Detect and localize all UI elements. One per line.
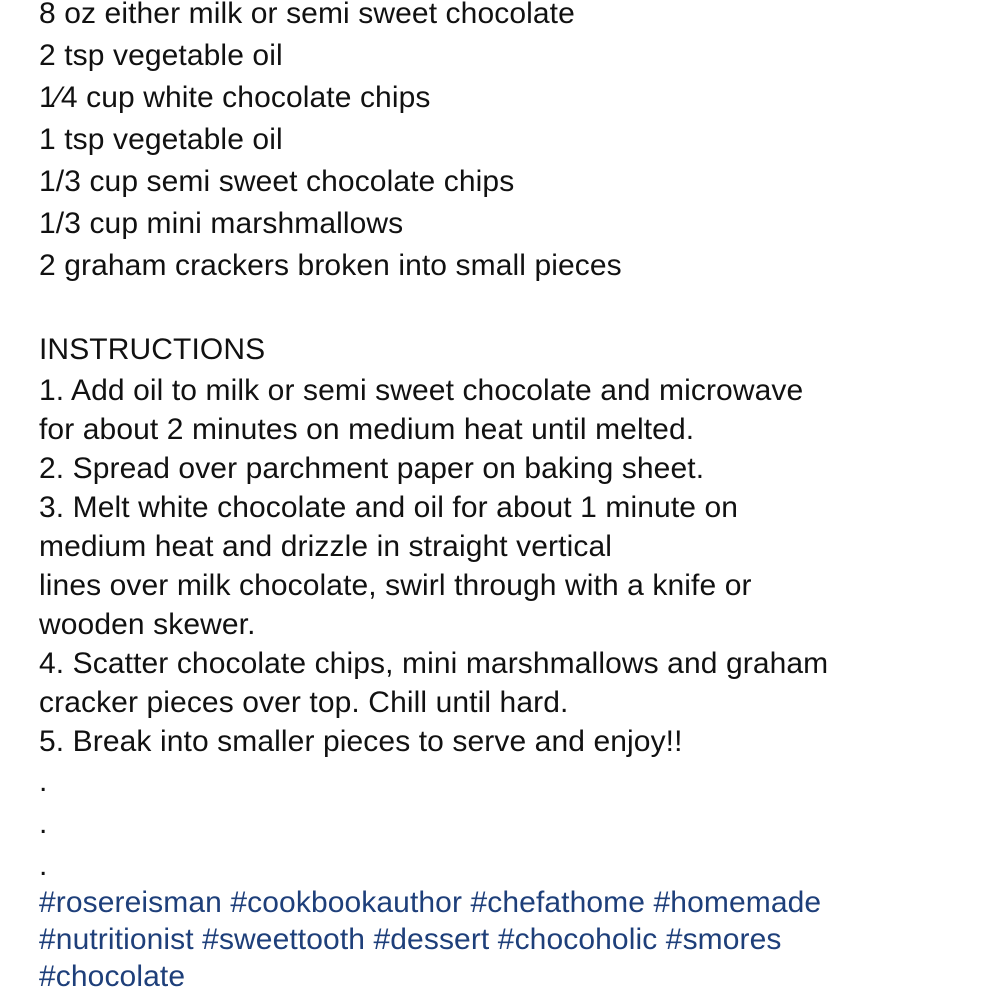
ingredient-item: 1/3 cup mini marshmallows [39, 207, 404, 240]
instruction-line: lines over milk chocolate, swirl through with a knife or [39, 569, 752, 602]
instruction-line: 4. Scatter chocolate chips, mini marshmallows and graham [39, 647, 829, 680]
hashtag-link[interactable]: #dessert [373, 923, 490, 956]
hashtag-link[interactable]: #cookbookauthor [230, 886, 463, 919]
instruction-line: 2. Spread over parchment paper on baking sheet. [39, 452, 705, 485]
instruction-line: 5. Break into smaller pieces to serve and enjoy!! [39, 725, 683, 758]
ingredients-list [39, 0, 989, 287]
hashtag-link[interactable]: #chocolate [39, 960, 186, 993]
hashtag-block [39, 884, 989, 995]
ingredient-item: 8 oz either milk or semi sweet chocolate [39, 0, 575, 30]
instruction-line: medium heat and drizzle in straight vertical [39, 530, 612, 563]
separator-dot: . [39, 765, 48, 798]
separator-dot: . [39, 849, 48, 882]
instruction-line: for about 2 minutes on medium heat until melted. [39, 413, 695, 446]
hashtag-link[interactable]: #rosereisman [39, 886, 222, 919]
instructions-heading: INSTRUCTIONS [39, 333, 266, 366]
instructions-list [39, 371, 989, 761]
hashtag-link[interactable]: #homemade [653, 886, 822, 919]
instruction-line: cracker pieces over top. Chill until hard. [39, 686, 569, 719]
separator-dots [39, 761, 989, 887]
ingredient-item: 2 graham crackers broken into small pieces [39, 249, 622, 282]
hashtag-link[interactable]: #chefathome [470, 886, 646, 919]
hashtag-link[interactable]: #chocoholic [497, 923, 658, 956]
ingredient-item: 1/3 cup semi sweet chocolate chips [39, 165, 515, 198]
blank-line [39, 287, 989, 329]
ingredient-item: 1 tsp vegetable oil [39, 123, 283, 156]
separator-dot: . [39, 807, 48, 840]
instruction-line: wooden skewer. [39, 608, 256, 641]
hashtag-link[interactable]: #nutritionist [39, 923, 194, 956]
instruction-line: 3. Melt white chocolate and oil for about 1 minute on [39, 491, 739, 524]
ingredient-item: 2 tsp vegetable oil [39, 39, 283, 72]
instruction-line: 1. Add oil to milk or semi sweet chocolate and microwave [39, 374, 804, 407]
hashtag-link[interactable]: #sweettooth [202, 923, 366, 956]
post-caption [39, 0, 989, 1000]
hashtag-link[interactable]: #smores [665, 923, 782, 956]
ingredient-item: 1⁄4 cup white chocolate chips [39, 81, 431, 114]
